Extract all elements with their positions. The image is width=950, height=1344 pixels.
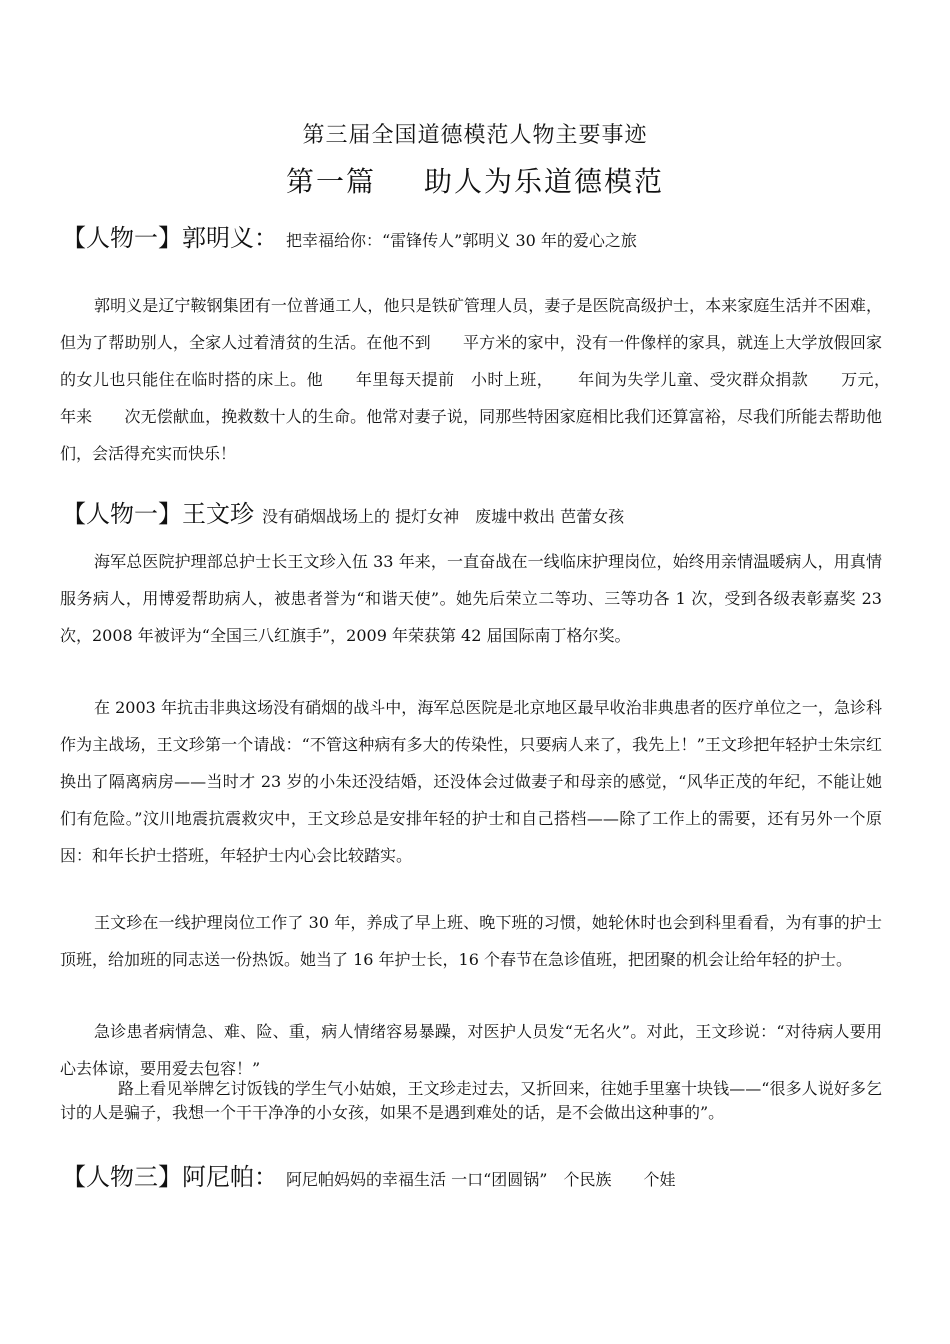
- section-title-part2: 助人为乐道德模范: [424, 165, 665, 198]
- person2-header: [62, 494, 624, 529]
- section-title: [0, 160, 950, 200]
- section-title-part1: 第一篇: [285, 165, 376, 198]
- person1-name: 【人物一】郭明义：: [62, 224, 278, 252]
- person1-header: [62, 218, 637, 253]
- person3-header: [62, 1157, 675, 1192]
- person2-subtitle: 没有硝烟战场上的 提灯女神 废墟中救出 芭蕾女孩: [262, 507, 625, 526]
- person2-paragraph-2: 在 2003 年抗击非典这场没有硝烟的战斗中，海军总医院是北京地区最早收治非典患者的医疗单位之一，急诊科作为主战场，王文珍第一个请战：“不管这种病有多大的传染性，只要病人来了，我先上！”王文珍把年轻护士朱宗红换出了隔离病房——当时才 23 岁的小朱还没结婚，还没体会过做妻子和母亲的感觉，“风华正茂的年纪，不能让她们有危险。”汶川地震抗震救灾中，王文珍总是安排年轻的护士和自己搭档——除了工作上的需要，还有另外一个原因：和年长护士搭班，年轻护士内心会比较踏实。: [60, 698, 882, 865]
- person2-paragraph-1: 海军总医院护理部总护士长王文珍入伍 33 年来，一直奋战在一线临床护理岗位，始终用亲情温暖病人，用真情服务病人，用博爱帮助病人，被患者誉为“和谐天使”。她先后荣立二等功、三等功各 1 次，受到各级表彰嘉奖 23 次，2008 年被评为“全国三八红旗手”，2009 年荣获第 42 届国际南丁格尔奖。: [60, 552, 882, 645]
- person2-paragraph-4: 急诊患者病情急、难、险、重，病人情绪容易暴躁，对医护人员发“无名火”。对此，王文珍说：“对待病人要用心去体谅，要用爱去包容！”: [60, 1022, 882, 1078]
- person2-paragraph-3: 王文珍在一线护理岗位工作了 30 年，养成了早上班、晚下班的习惯，她轮休时也会到科里看看，为有事的护士顶班，给加班的同志送一份热饭。她当了 16 年护士长，16 个春节在急诊值班，把团聚的机会让给年轻的护士。: [60, 913, 882, 969]
- page-title: 第三届全国道德模范人物主要事迹: [302, 123, 648, 148]
- person1-subtitle: 把幸福给你：“雷锋传人”郭明义 30 年的爱心之旅: [286, 231, 637, 250]
- person3-name: 【人物三】阿尼帕：: [62, 1163, 278, 1191]
- person1-paragraph: 郭明义是辽宁鞍钢集团有一位普通工人，他只是铁矿管理人员，妻子是医院高级护士，本来家庭生活并不困难，但为了帮助别人，全家人过着清贫的生活。在他不到 平方米的家中，没有一件像样的家具，就连上大学放假回家的女儿也只能住在临时搭的床上。他 年里每天提前 小时上班， 年间为失学儿童、受灾群众捐款 万元， 年来 次无偿献血，挽救数十人的生命。他常对妻子说，同那些特困家庭相比我们还算富裕，尽我们所能去帮助他们，会活得充实而快乐！: [60, 296, 915, 463]
- person2-paragraph-5: 路上看见举牌乞讨饭钱的学生气小姑娘，王文珍走过去，又折回来，往她手里塞十块钱——“很多人说好多乞讨的人是骗子，我想一个干干净净的小女孩，如果不是遇到难处的话，是不会做出这种事的”。: [60, 1079, 882, 1122]
- person2-name: 【人物一】王文珍: [62, 500, 254, 528]
- person3-subtitle: 阿尼帕妈妈的幸福生活 一口“团圆锅” 个民族 个娃: [286, 1170, 676, 1189]
